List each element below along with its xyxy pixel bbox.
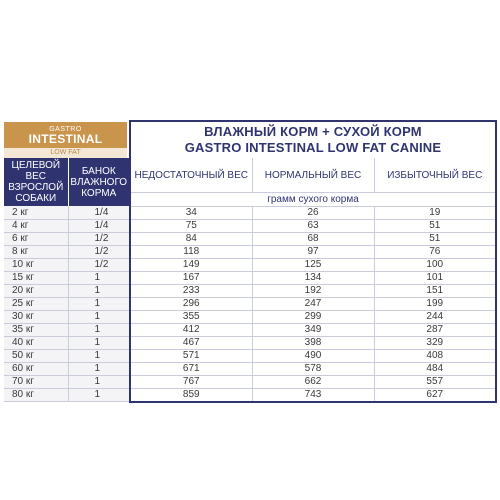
underweight-grams-cell: 296 (130, 297, 252, 310)
unit-note-text: грамм сухого корма (267, 193, 359, 205)
overweight-grams-cell: 408 (374, 349, 496, 362)
underweight-grams-cell: 467 (130, 336, 252, 349)
cans-cell: 1 (68, 271, 130, 284)
overweight-grams-cell: 329 (374, 336, 496, 349)
table-row (4, 375, 496, 388)
normal-grams-cell: 134 (252, 271, 374, 284)
normal-grams-cell: 398 (252, 336, 374, 349)
weight-cell: 30 кг (4, 310, 68, 323)
brand-banner (4, 122, 129, 148)
cans-cell: 1 (68, 349, 130, 362)
normal-grams-cell: 68 (252, 232, 374, 245)
overweight-grams-cell: 51 (374, 232, 496, 245)
overweight-grams-cell: 627 (374, 388, 496, 402)
table-row (4, 245, 496, 258)
brand-gastro-text: GASTRO (49, 125, 82, 133)
cans-cell: 1/2 (68, 245, 130, 258)
table-row (4, 362, 496, 375)
weight-cell: 35 кг (4, 323, 68, 336)
underweight-grams-cell: 233 (130, 284, 252, 297)
weight-cell: 70 кг (4, 375, 68, 388)
header-normal-weight: НОРМАЛЬНЫЙ ВЕС (252, 158, 374, 193)
normal-grams-cell: 26 (252, 206, 374, 219)
header-overweight: ИЗБЫТОЧНЫЙ ВЕС (374, 158, 496, 193)
overweight-grams-cell: 51 (374, 219, 496, 232)
underweight-grams-cell: 671 (130, 362, 252, 375)
table-row (4, 336, 496, 349)
underweight-grams-cell: 767 (130, 375, 252, 388)
cans-cell: 1 (68, 362, 130, 375)
table-row (4, 388, 496, 402)
feeding-table (4, 120, 497, 403)
normal-grams-cell: 247 (252, 297, 374, 310)
normal-grams-cell: 192 (252, 284, 374, 297)
normal-grams-cell: 349 (252, 323, 374, 336)
table-row (4, 323, 496, 336)
underweight-grams-cell: 34 (130, 206, 252, 219)
brand-intestinal-text: INTESTINAL (28, 131, 103, 146)
header-target-weight: ЦЕЛЕВОЙ ВЕС ВЗРОСЛОЙ СОБАКИ (4, 158, 68, 206)
normal-grams-cell: 490 (252, 349, 374, 362)
header-underweight: НЕДОСТАТОЧНЫЙ ВЕС (130, 158, 252, 193)
brand-low-fat-text: LOW FAT (4, 148, 129, 158)
weight-cell: 15 кг (4, 271, 68, 284)
normal-grams-cell: 743 (252, 388, 374, 402)
table-row (4, 258, 496, 271)
normal-grams-cell: 63 (252, 219, 374, 232)
weight-cell: 10 кг (4, 258, 68, 271)
weight-cell: 4 кг (4, 219, 68, 232)
overweight-grams-cell: 100 (374, 258, 496, 271)
cans-cell: 1/2 (68, 258, 130, 271)
underweight-grams-cell: 149 (130, 258, 252, 271)
overweight-grams-cell: 199 (374, 297, 496, 310)
underweight-grams-cell: 118 (130, 245, 252, 258)
weight-cell: 60 кг (4, 362, 68, 375)
overweight-grams-cell: 484 (374, 362, 496, 375)
overweight-grams-cell: 19 (374, 206, 496, 219)
unit-note (130, 193, 496, 206)
overweight-grams-cell: 244 (374, 310, 496, 323)
normal-grams-cell: 97 (252, 245, 374, 258)
title-line-1: ВЛАЖНЫЙ КОРМ + СУХОЙ КОРМ (204, 124, 422, 139)
table-row (4, 297, 496, 310)
normal-grams-cell: 125 (252, 258, 374, 271)
weight-cell: 80 кг (4, 388, 68, 402)
cans-cell: 1 (68, 323, 130, 336)
brand-block (4, 121, 130, 158)
overweight-grams-cell: 76 (374, 245, 496, 258)
weight-cell: 50 кг (4, 349, 68, 362)
underweight-grams-cell: 412 (130, 323, 252, 336)
underweight-grams-cell: 75 (130, 219, 252, 232)
cans-cell: 1 (68, 388, 130, 402)
underweight-grams-cell: 571 (130, 349, 252, 362)
weight-cell: 40 кг (4, 336, 68, 349)
cans-cell: 1 (68, 336, 130, 349)
cans-cell: 1 (68, 375, 130, 388)
title-line-2: GASTRO INTESTINAL LOW FAT CANINE (184, 140, 442, 155)
cans-cell: 1 (68, 310, 130, 323)
feeding-table-container (4, 120, 496, 403)
normal-grams-cell: 662 (252, 375, 374, 388)
table-row (4, 310, 496, 323)
weight-cell: 6 кг (4, 232, 68, 245)
underweight-grams-cell: 355 (130, 310, 252, 323)
normal-grams-cell: 578 (252, 362, 374, 375)
table-row (4, 219, 496, 232)
underweight-grams-cell: 167 (130, 271, 252, 284)
underweight-grams-cell: 859 (130, 388, 252, 402)
cans-cell: 1/4 (68, 219, 130, 232)
overweight-grams-cell: 101 (374, 271, 496, 284)
cans-cell: 1/2 (68, 232, 130, 245)
table-row (4, 284, 496, 297)
table-row (4, 206, 496, 219)
underweight-grams-cell: 84 (130, 232, 252, 245)
weight-cell: 8 кг (4, 245, 68, 258)
weight-cell: 25 кг (4, 297, 68, 310)
overweight-grams-cell: 151 (374, 284, 496, 297)
table-row (4, 271, 496, 284)
cans-cell: 1/4 (68, 206, 130, 219)
table-row (4, 349, 496, 362)
overweight-grams-cell: 557 (374, 375, 496, 388)
table-row (4, 232, 496, 245)
normal-grams-cell: 299 (252, 310, 374, 323)
weight-cell: 2 кг (4, 206, 68, 219)
weight-cell: 20 кг (4, 284, 68, 297)
table-body (4, 206, 496, 402)
overweight-grams-cell: 287 (374, 323, 496, 336)
header-wet-cans: БАНОК ВЛАЖНОГО КОРМА (68, 158, 130, 206)
table-title (130, 121, 496, 158)
cans-cell: 1 (68, 297, 130, 310)
cans-cell: 1 (68, 284, 130, 297)
